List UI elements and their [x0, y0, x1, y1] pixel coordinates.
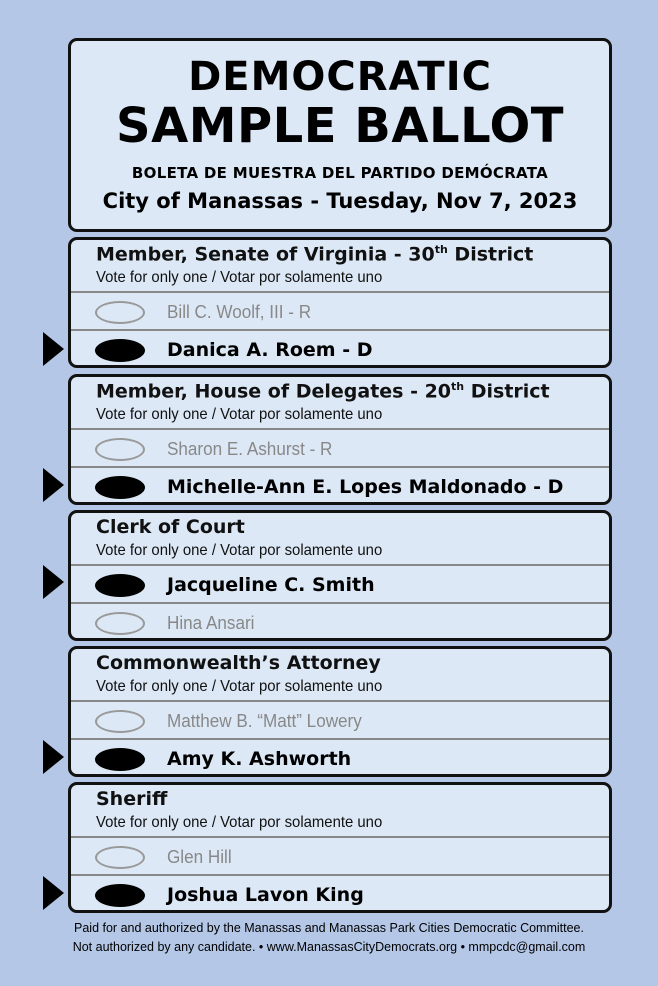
race-instruction: Vote for only one / Votar por solamente uno [96, 406, 383, 423]
candidate-name: Michelle-Ann E. Lopes Maldonado - D [167, 476, 564, 498]
candidate-name: Sharon E. Ashurst - R [167, 439, 333, 459]
race-senate [68, 237, 612, 368]
candidate-name: Hina Ansari [167, 613, 255, 633]
filled-oval-icon[interactable] [95, 884, 145, 907]
race-instruction: Vote for only one / Votar por solamente uno [96, 678, 383, 695]
candidate-row[interactable] [71, 702, 609, 740]
race-instruction: Vote for only one / Votar por solamente uno [96, 269, 383, 286]
race-office-title: Member, Senate of Virginia - 30th District [96, 243, 534, 266]
ballot-title-line1: DEMOCRATIC [188, 54, 492, 100]
candidate-row[interactable] [71, 876, 609, 914]
arrow-right-icon [43, 468, 64, 502]
race-office-title: Member, House of Delegates - 20th District [96, 380, 550, 403]
ballot-header [68, 38, 612, 232]
empty-oval-icon[interactable] [95, 438, 145, 461]
arrow-right-icon [43, 565, 64, 599]
disclaimer-footer [0, 919, 658, 957]
candidate-name: Matthew B. “Matt” Lowery [167, 711, 362, 731]
arrow-right-icon [43, 740, 64, 774]
candidate-row[interactable] [71, 566, 609, 604]
empty-oval-icon[interactable] [95, 301, 145, 324]
filled-oval-icon[interactable] [95, 574, 145, 597]
filled-oval-icon[interactable] [95, 339, 145, 362]
race-office-title: Sheriff [96, 788, 168, 810]
candidate-row[interactable] [71, 604, 609, 642]
candidate-name: Bill C. Woolf, III - R [167, 302, 312, 322]
race-house-of-delegates [68, 374, 612, 505]
disclaimer-line2: Not authorized by any candidate. • www.ManassasCityDemocrats.org • mmpcdc@gmail.com [72, 940, 586, 954]
filled-oval-icon[interactable] [95, 476, 145, 499]
empty-oval-icon[interactable] [95, 846, 145, 869]
race-instruction: Vote for only one / Votar por solamente uno [96, 542, 383, 559]
candidate-row[interactable] [71, 293, 609, 331]
race-clerk-of-court [68, 510, 612, 641]
race-sheriff [68, 782, 612, 913]
candidate-row[interactable] [71, 740, 609, 778]
candidate-name: Jacqueline C. Smith [167, 574, 375, 596]
ballot-locality-date: City of Manassas - Tuesday, Nov 7, 2023 [102, 189, 578, 213]
candidate-name: Glen Hill [167, 847, 232, 867]
filled-oval-icon[interactable] [95, 748, 145, 771]
candidate-name: Amy K. Ashworth [167, 748, 352, 770]
ballot-title-line2: SAMPLE BALLOT [116, 98, 564, 154]
empty-oval-icon[interactable] [95, 710, 145, 733]
candidate-row[interactable] [71, 838, 609, 876]
candidate-row[interactable] [71, 430, 609, 468]
candidate-name: Danica A. Roem - D [167, 339, 373, 361]
disclaimer-line1: Paid for and authorized by the Manassas and Manassas Park Cities Democratic Committee. [74, 921, 584, 935]
arrow-right-icon [43, 876, 64, 910]
arrow-right-icon [43, 332, 64, 366]
ballot-subtitle: BOLETA DE MUESTRA DEL PARTIDO DEMÓCRATA [131, 164, 549, 182]
race-office-title: Clerk of Court [96, 516, 245, 538]
candidate-name: Joshua Lavon King [167, 884, 364, 906]
empty-oval-icon[interactable] [95, 612, 145, 635]
race-instruction: Vote for only one / Votar por solamente uno [96, 814, 383, 831]
race-office-title: Commonwealth’s Attorney [96, 652, 381, 674]
race-commonwealths-attorney [68, 646, 612, 777]
candidate-row[interactable] [71, 468, 609, 506]
candidate-row[interactable] [71, 331, 609, 369]
